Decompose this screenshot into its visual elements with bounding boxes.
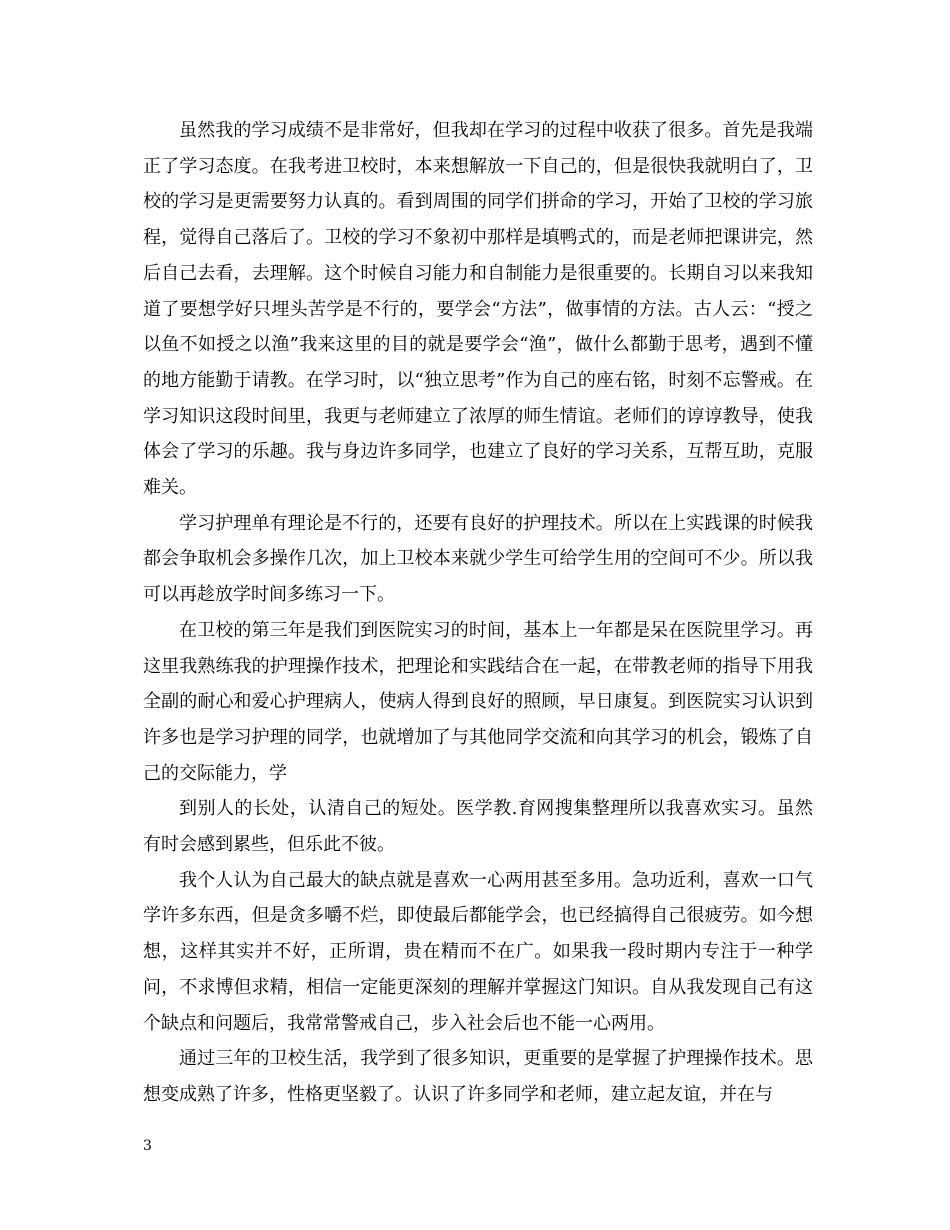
paragraph-shortcomings: 我个人认为自己最大的缺点就是喜欢一心两用甚至多用。急功近利，喜欢一口气学许多东西，但是贪多嚼不烂，即使最后都能学会，也已经搞得自己很疲劳。如今想想，这样其实并不好，正所谓，贵在精而不在广。如果我一段时期内专注于一种学问，不求博但求精，相信一定能更深刻的理解并掌握这门知识。自从我发现自己有这个缺点和问题后，我常常警戒自己，步入社会后也不能一心两用。 (143, 869, 813, 1034)
paragraph-internship-continued: 到别人的长处，认清自己的短处。医学教.育网搜集整理所以我喜欢实习。虽然有时会感到累些，但乐此不彼。 (143, 798, 813, 856)
paragraph-study-attitude: 虽然我的学习成绩不是非常好，但我却在学习的过程中收获了很多。首先是我端正了学习态度。在我考进卫校时，本来想解放一下自己的，但是很快我就明白了，卫校的学习是更需要努力认真的。看到周围的同学们拼命的学习，开始了卫校的学习旅程，觉得自己落后了。卫校的学习不象初中那样是填鸭式的，而是老师把课讲完，然后自己去看，去理解。这个时候自习能力和自制能力是很重要的。长期自习以来我知道了要想学好只埋头苦学是不行的，要学会“方法”，做事情的方法。古人云：“授之以鱼不如授之以渔”我来这里的目的就是要学会“渔”，做什么都勤于思考，遇到不懂的地方能勤于请教。在学习时，以“独立思考”作为自己的座右铭，时刻不忘警戒。在学习知识这段时间里，我更与老师建立了浓厚的师生情谊。老师们的谆谆教导，使我体会了学习的乐趣。我与身边许多同学，也建立了良好的学习关系，互帮互助，克服难关。 (143, 120, 813, 499)
document-body (143, 113, 813, 1113)
paragraph-nursing-skills: 学习护理单有理论是不行的，还要有良好的护理技术。所以在上实践课的时候我都会争取机会多操作几次，加上卫校本来就少学生可给学生用的空间可不少。所以我可以再趁放学时间多练习一下。 (143, 512, 813, 606)
page-number: 3 (143, 1138, 152, 1154)
paragraph-summary: 通过三年的卫校生活，我学到了很多知识，更重要的是掌握了护理操作技术。思想变成熟了许多，性格更坚毅了。认识了许多同学和老师，建立起友谊，并在与 (143, 1048, 813, 1105)
paragraph-hospital-internship: 在卫校的第三年是我们到医院实习的时间，基本上一年都是呆在医院里学习。再这里我熟练我的护理操作技术，把理论和实践结合在一起，在带教老师的指导下用我全副的耐心和爱心护理病人，使病人得到良好的照顾，早日康复。到医院实习认识到许多也是学习护理的同学，也就增加了与其他同学交流和向其学习的机会，锻炼了自己的交际能力，学 (143, 619, 813, 784)
